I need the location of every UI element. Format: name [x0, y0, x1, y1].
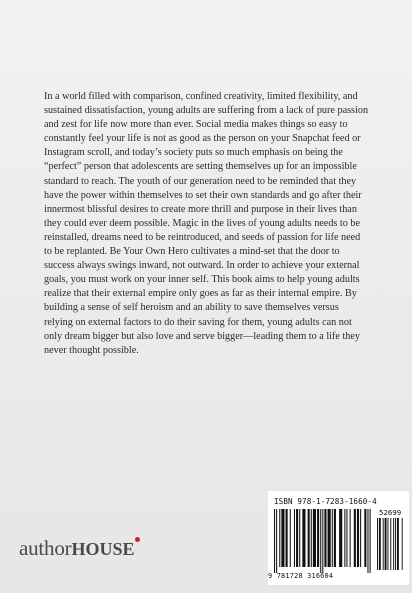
barcode-bar — [313, 509, 316, 567]
ean-number-text: 9 781728 316604 — [268, 572, 334, 580]
barcode-bar — [354, 509, 356, 567]
barcode-bar — [308, 509, 310, 567]
barcode-bar — [279, 509, 280, 567]
barcode-bar — [385, 518, 387, 570]
barcode-bar — [294, 509, 295, 567]
barcode-bar — [402, 518, 403, 570]
barcode-bar — [290, 509, 291, 567]
barcode-bar — [360, 509, 361, 567]
isbn-text: ISBN 978-1-7283-1660-4 — [274, 497, 377, 506]
barcode-bar — [397, 518, 399, 570]
barcode-panel — [268, 491, 409, 585]
barcode-bar — [320, 509, 321, 573]
addon-barcode — [377, 518, 405, 572]
barcode-bar — [364, 509, 366, 567]
barcode-bar — [281, 509, 284, 567]
barcode-bar — [296, 509, 298, 567]
barcode-bar — [339, 509, 342, 567]
barcode-addon-text: 52699 — [379, 508, 402, 517]
publisher-name-part1: author — [19, 536, 72, 560]
barcode-bar — [302, 509, 305, 567]
barcode-bar — [332, 509, 333, 567]
barcode-bar — [383, 518, 384, 570]
ean-barcode — [274, 509, 374, 575]
barcode-bar — [274, 509, 275, 573]
barcode-bar — [324, 509, 326, 567]
barcode-bar — [328, 509, 331, 567]
barcode-bar — [390, 518, 391, 570]
barcode-bar — [286, 509, 288, 567]
barcode-bar — [377, 518, 378, 570]
blurb-text: In a world filled with comparison, confined creativity, limited flexibility, and sustained dissatisfaction, young adults are suffering from a lack of pure passion and zest for life now more than ever. Social media makes things so easy to constantly feel your life is not as good as the person on your Snapchat feed or Instagram scroll, and today’s society puts so much emphasis on being the “perfect” person that adolescents are setting themselves up for an impossible standard to reach. The youth of our generation need to be reminded that they have the power within themselves to set their own standards and go after their innermost blissful desires to create more thrill and purpose in their lives than they could ever deem possible. Magic in the lives of young adults needs to be reinstalled, dreams need to be reintroduced, and seeds of passion for life need to be replanted. Be Your Own Hero cultivates a mind-set that the door to success always swings inward, not outward. In order to achieve your external goals, you must work on your inner self. This book aims to help young adults realize that their external empire only goes as far as their internal empire. By building a sense of self heroism and an ability to save themselves versus relying on external factors to do their saving for them, young adults can not only dream bigger but also love and serve bigger—leading them to a life they never thought possible. — [44, 91, 369, 356]
barcode-bar — [334, 509, 336, 567]
barcode-bar — [350, 509, 351, 567]
barcode-bar — [357, 509, 359, 567]
barcode-bar — [276, 509, 277, 573]
barcode-bar — [370, 509, 371, 573]
publisher-logo-dot — [135, 537, 140, 542]
barcode-bar — [387, 518, 388, 570]
publisher-logo — [19, 536, 140, 561]
barcode-bar — [311, 509, 312, 567]
barcode-bar — [379, 518, 381, 570]
barcode-bar — [299, 509, 300, 567]
barcode-bar — [317, 509, 319, 567]
barcode-bar — [346, 509, 347, 567]
barcode-bar — [322, 509, 323, 573]
barcode-bar — [395, 518, 396, 570]
barcode-bar — [344, 509, 345, 567]
barcode-bar — [367, 509, 368, 573]
barcode-bar — [393, 518, 394, 570]
publisher-name-part2: HOUSE — [71, 539, 135, 559]
